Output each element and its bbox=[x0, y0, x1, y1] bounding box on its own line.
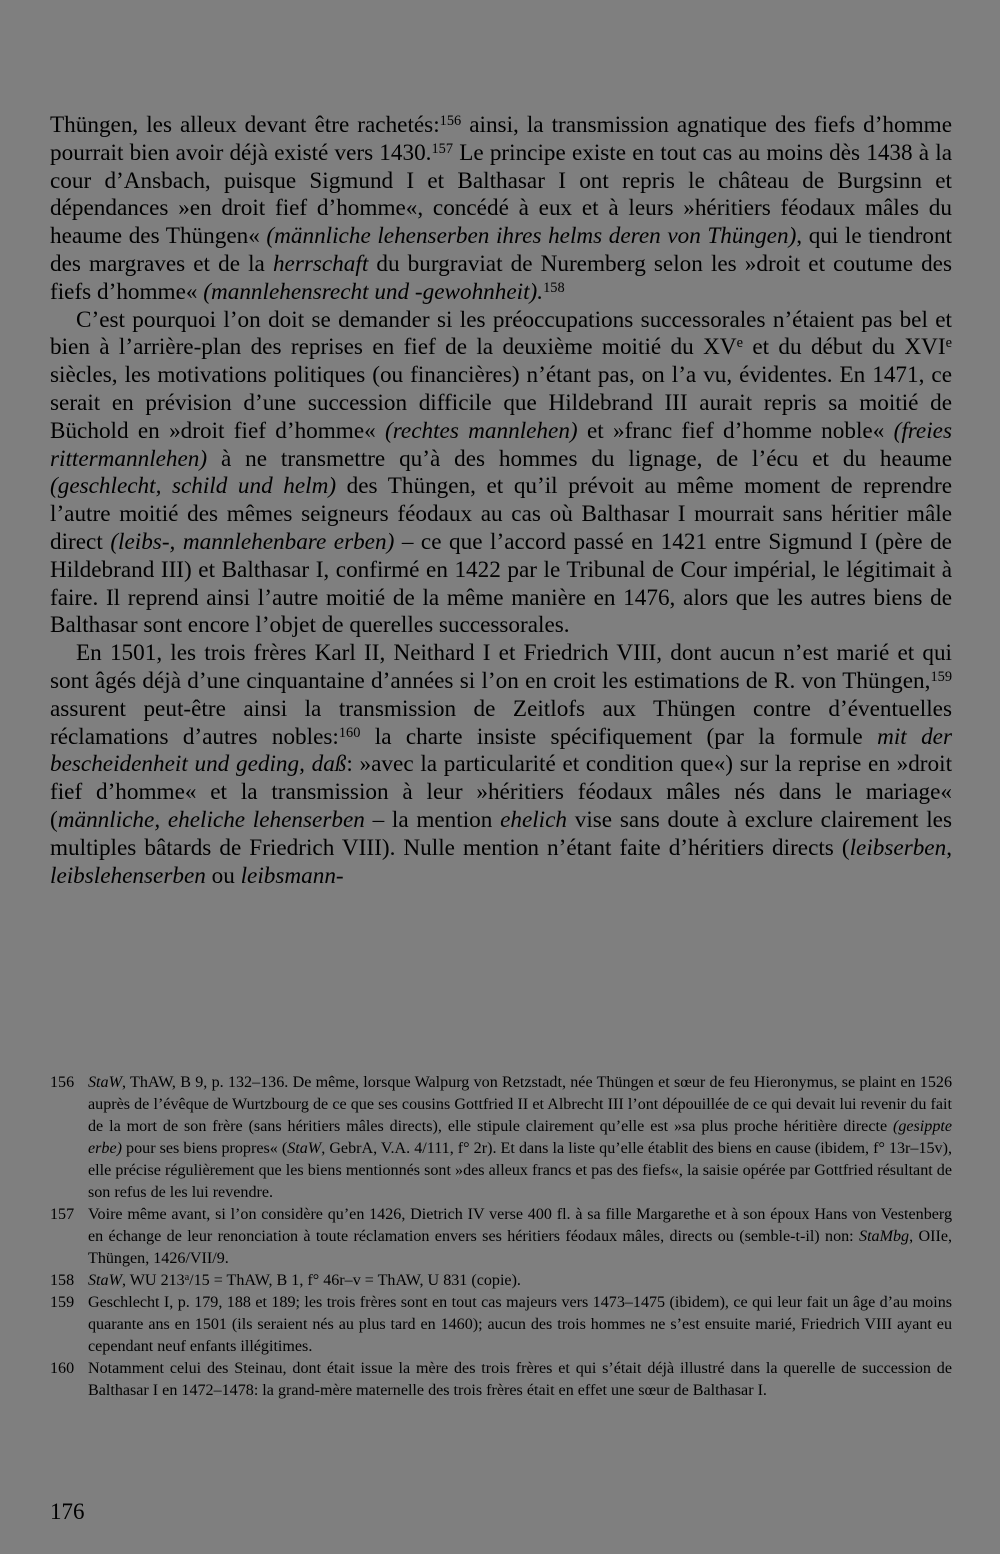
note-reference: a bbox=[184, 1272, 190, 1284]
italic-term: mit der bescheidenheit und geding, daß bbox=[50, 723, 952, 778]
note-reference: 157 bbox=[431, 140, 454, 157]
footnote-number: 159 bbox=[50, 1294, 75, 1311]
italic-term: herrschaft bbox=[272, 250, 369, 277]
italic-term: leibsmann- bbox=[240, 862, 344, 889]
italic-term: (freies rittermannlehen) bbox=[50, 417, 952, 472]
note-reference: 158 bbox=[543, 279, 565, 296]
italic-term: (leibs-, mannlehenbare erben) bbox=[110, 528, 395, 555]
footnote-number: 158 bbox=[50, 1272, 75, 1289]
italic-term: (mannlehensrecht und -gewohnheit). bbox=[203, 278, 544, 305]
italic-term: StaMbg bbox=[859, 1228, 910, 1245]
footnote-158 bbox=[50, 1270, 952, 1292]
paragraph-1: Thüngen, les alleux devant être rachetés:$^{156}$ ainsi, la transmission agnatique des fiefs d’homme pourrait bien avoir déjà existé vers 1430.$^{157}$ Le principe existe en tout cas au moins dès 1438 à la cour d’Ansbach, puisque Sigmund I et Balthasar I ont repris le château de Burgsinn et dépendances »en droit fief d’homme«, concédé à eux et à leurs »héritiers féodaux mâles du heaume des Thüngen« (männliche lehenserben ihres helms deren von Thüngen), qui le tiendront des margraves et de la herrschaft du burgraviat de Nuremberg selon les »droit et coutume des fiefs d’homme« (mannlehensrecht und -gewohnheit).$^{158}$ bbox=[50, 112, 952, 305]
note-reference: 159 bbox=[930, 668, 952, 685]
footnote-text: Notamment celui des Steinau, dont était issue la mère des trois frères et qui s’était déjà illustré dans la querelle de succession de Balthasar I en 1472–1478: la grand-mère maternelle des trois frères était en effet une sœur de Balthasar I. bbox=[88, 1360, 952, 1399]
footnote-text: StaW, ThAW, B 9, p. 132–136. De même, lorsque Walpurg von Retzstadt, née Thüngen et sœur de feu Hieronymus, se plaint en 1526 auprès de l’évêque de Wurtzbourg de ce que ses cousins Gottfried II et Albrecht III l’ont dépouillée de ce qui devait lui revenir du fait de la mort de son frère (sans héritiers mâles directs), elle stipule clairement qu’elle est »sa plus proche héritière directe (gesippte erbe) pour ses biens propres« (StaW, GebrA, V.A. 4/111, f° 2r). Et dans la liste qu’elle établit des biens en cause (ibidem, f° 13r–15v), elle précise régulièrement que les biens mentionnés sont »des alleux francs et pas des fiefs«, la saisie opérée par Gottfried résultant de son refus de les lui revendre. bbox=[88, 1074, 952, 1201]
italic-term: StaW bbox=[88, 1272, 122, 1289]
footnotes bbox=[50, 1072, 952, 1402]
italic-term: (geschlecht, schild und helm) bbox=[50, 473, 337, 500]
main-text bbox=[50, 112, 952, 890]
footnote-156 bbox=[50, 1072, 952, 1204]
footnote-159 bbox=[50, 1292, 952, 1358]
page-number: 176 bbox=[50, 1499, 85, 1524]
italic-term: ehelich bbox=[500, 806, 568, 833]
footnote-number: 157 bbox=[50, 1206, 75, 1223]
footnote-number: 156 bbox=[50, 1074, 75, 1091]
italic-term: (rechtes mannlehen) bbox=[385, 417, 578, 444]
italic-term: StaW bbox=[287, 1140, 322, 1157]
footnote-text: Voire même avant, si l’on considère qu’en 1426, Dietrich IV verse 400 fl. à sa fille Margarethe et à son époux Hans von Vestenberg en échange de leur renonciation à toute réclamation envers ses héritiers féodaux mâles, directs ou (semble-t-il) non: StaMbg, OIIe, Thüngen, 1426/VII/9. bbox=[88, 1206, 952, 1267]
footnote-text: Geschlecht I, p. 179, 188 et 189; les trois frères sont en tout cas majeurs vers 1473–1475 (ibidem), ce qui leur fait un âge d’au moins quarante ans en 1501 (ils seraient nés au plus tard en 1460); aucun des trois hommes ne s’est ensuite marié, Friedrich VIII ayant eu cependant neuf enfants illégitimes. bbox=[88, 1294, 952, 1355]
note-reference: 156 bbox=[439, 112, 462, 129]
italic-term: StaW bbox=[88, 1074, 122, 1091]
italic-term: (männliche lehenserben ihres helms deren von Thüngen) bbox=[266, 223, 797, 250]
italic-term: leibslehenserben bbox=[50, 862, 206, 889]
paragraph-2: C’est pourquoi l’on doit se demander si les préoccupations successorales n’étaient pas bel et bien à l’arrière-plan des reprises en fief de la deuxième moitié du XVe et du début du XVIe siècles, les motivations politiques (ou financières) n’étant pas, on l’a vu, évidentes. En 1471, ce serait en prévision d’une succession difficile que Hildebrand III aurait repris sa moitié de Büchold en »droit fief d’homme« (rechtes mannlehen) et »franc fief d’homme noble« (freies rittermannlehen) à ne transmettre qu’à des hommes du lignage, de l’écu et du heaume (geschlecht, schild und helm) des Thüngen, et qu’il prévoit au même moment de reprendre l’autre moitié des mêmes seigneurs féodaux au cas où Balthasar I mourrait sans héritier mâle direct (leibs-, mannlehenbare erben) – ce que l’accord passé en 1421 entre Sigmund I (père de Hildebrand III) et Balthasar I, confirmé en 1422 par le Tribunal de Cour impérial, le légitimait à faire. Il reprend ainsi l’autre moitié de la même manière en 1476, alors que les autres biens de Balthasar sont encore l’objet de querelles successorales. bbox=[50, 306, 952, 639]
paragraph-3: En 1501, les trois frères Karl II, Neithard I et Friedrich VIII, dont aucun n’est marié et qui sont âgés déjà d’une cinquantaine d’années si l’on en croit les estimations de R. von Thüngen,$^{159}$ assurent peut-être ainsi la transmission de Zeitlofs aux Thüngen contre d’éventuelles réclamations d’autres nobles:$^{160}$ la charte insiste spécifiquement (par la formule mit der bescheidenheit und geding, daß: »avec la particularité et condition que«) sur la reprise en »droit fief d’homme« et la transmission à leur »héritiers féodaux mâles nés dans le mariage« (männliche, eheliche lehenserben – la mention ehelich vise sans doute à exclure clairement les multiples bâtards de Friedrich VIII). Nulle mention n’étant faite d’héritiers directs (leibserben, leibslehenserben ou leibsmann- bbox=[50, 640, 953, 889]
italic-term: (gesippte erbe) bbox=[88, 1118, 952, 1157]
italic-term: leibserben bbox=[849, 834, 947, 861]
footnote-number: 160 bbox=[50, 1360, 75, 1377]
note-reference: e bbox=[945, 335, 952, 352]
note-reference: 160 bbox=[338, 724, 361, 741]
italic-term: männliche, eheliche lehenserben bbox=[57, 806, 365, 833]
footnote-160 bbox=[50, 1358, 952, 1402]
footnote-157 bbox=[50, 1204, 952, 1270]
note-reference: e bbox=[736, 335, 743, 352]
footnote-text: StaW, WU $213^a/15$ = ThAW, B 1, f° 46r–v = ThAW, U 831 (copie). bbox=[88, 1272, 521, 1289]
